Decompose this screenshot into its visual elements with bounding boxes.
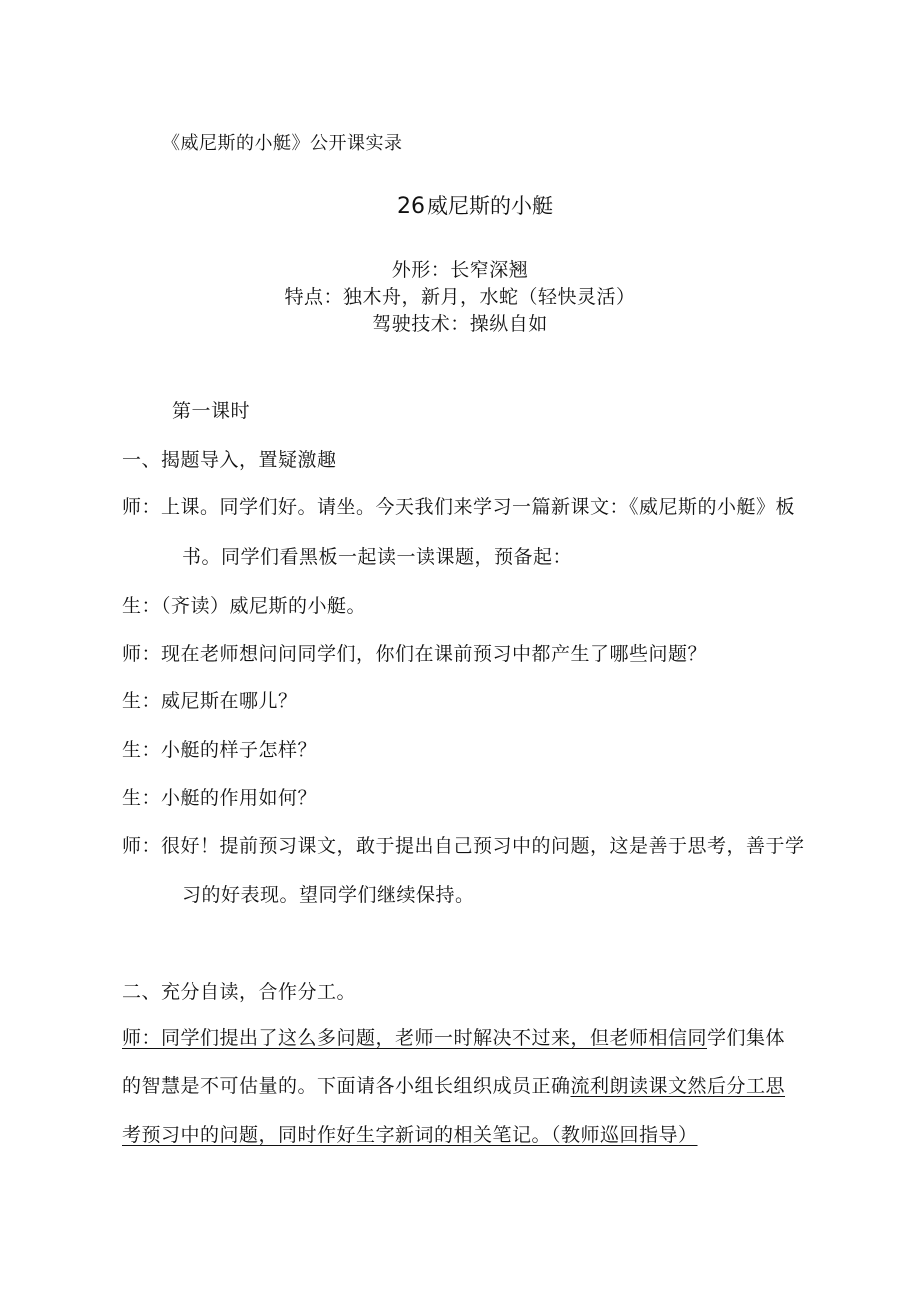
period-label: 第一课时: [172, 400, 251, 422]
dialogue-line: 习的好表现。望同学们继续保持。: [182, 884, 475, 906]
dialogue-line: 生：威尼斯在哪儿？: [122, 690, 298, 712]
dialogue-line: 书。同学们看黑板一起读一读课题，预备起：: [182, 546, 573, 568]
blackboard-line-features: 特点：独木舟，新月，水蛇（轻快灵活）: [284, 286, 636, 308]
underlined-text: 流利朗读课文然后分工思: [570, 1075, 786, 1097]
paragraph-line-2: [122, 1077, 785, 1096]
dialogue-line: 生：小艇的作用如何？: [122, 787, 318, 809]
dialogue-line: 生：小艇的样子怎样？: [122, 739, 318, 761]
lesson-number: 26: [397, 194, 425, 219]
dialogue-line: 师：上课。同学们好。请坐。今天我们来学习一篇新课文：《威尼斯的小艇》板: [122, 496, 796, 518]
lesson-heading: [397, 190, 553, 220]
plain-text: 的智慧是不可估量的。下面请各小组长组织成员正确: [122, 1075, 571, 1097]
underlined-text: 考预习中的问题，同时作好生字新词的相关笔记。（教师巡回指导）: [122, 1124, 698, 1146]
blackboard-line-skill: 驾驶技术：操纵自如: [372, 313, 548, 335]
blackboard-line-shape: 外形：长窄深翘: [391, 259, 529, 281]
paragraph-line-3: [122, 1126, 698, 1145]
section-heading-2: 二、充分自读，合作分工。: [122, 981, 357, 1003]
underlined-text: 师：同学们提出了这么多问题，老师一时解决不过来，但老师相信同: [122, 1027, 708, 1049]
plain-text: 学们集体: [707, 1027, 786, 1049]
paragraph-line-1: [122, 1029, 785, 1048]
lesson-title: 威尼斯的小艇: [427, 194, 553, 218]
dialogue-line: 师：很好！提前预习课文，敢于提出自己预习中的问题，这是善于思考，善于学: [122, 835, 805, 857]
section-heading-1: 一、揭题导入，置疑激趣: [122, 449, 337, 471]
dialogue-line: 师：现在老师想问问同学们，你们在课前预习中都产生了哪些问题？: [122, 643, 708, 665]
document-title: 《威尼斯的小艇》公开课实录: [162, 133, 403, 154]
dialogue-line: 生：（齐读）威尼斯的小艇。: [122, 595, 367, 617]
